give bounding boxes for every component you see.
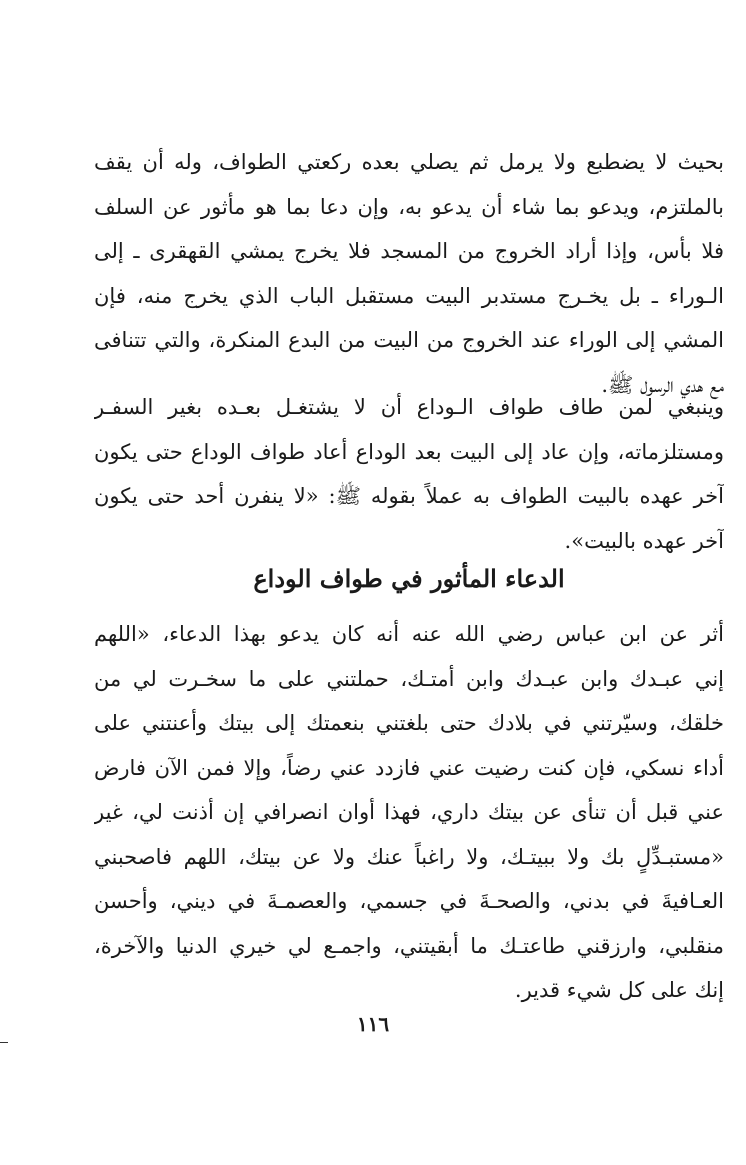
margin-tick xyxy=(0,1042,8,1043)
text-line: بحيث لا يضطبع ولا يرمل ثم يصلي بعده ركعتي الطواف، وله أن يقف xyxy=(94,150,724,174)
text-line: مع هدي الرسول ﷺ. xyxy=(601,372,724,397)
text-line: ومستلزماته، وإن عاد إلى البيت بعد الوداع أعاد طواف الوداع حتى يكون xyxy=(94,439,724,464)
text-line: أثر عن ابن عباس رضي الله عنه أنه كان يدعو بهذا الدعاء، «اللهم xyxy=(94,622,724,646)
text-line: العـافيةَ في بدني، والصحـةَ في جسمي، والعصمـةَ في ديني، وأحسن xyxy=(94,889,724,913)
text-line: أداء نسكي، فإن كنت رضيت عني فازدد عني رضاً، وإلا فمن الآن فارض xyxy=(94,755,724,780)
text-line: الـوراء ـ بل يخـرج مستدبر البيت مستقبل الباب الذي يخرج منه، فإن xyxy=(94,283,724,308)
text-line: عني قبل أن تنأى عن بيتك داري، فهذا أوان انصرافي إن أذنت لي، غير xyxy=(94,800,724,824)
section-heading: الدعاء المأثور في طواف الوداع xyxy=(253,564,565,593)
page-number: ١١٦ xyxy=(356,1012,390,1036)
paragraph-after-farewell-tawaf xyxy=(94,385,724,563)
text-line: آخر عهده بالبيت». xyxy=(564,528,724,553)
paragraph-farewell-supplication xyxy=(94,612,724,1013)
text-line: وينبغي لمن طاف طواف الـوداع أن لا يشتغـل بعـده بغير السفـر xyxy=(94,395,724,419)
text-line: فلا بأس، وإذا أراد الخروج من المسجد فلا يخرج يمشي القهقرى ـ إلى xyxy=(94,239,724,263)
text-line: آخر عهده بالبيت الطواف به عملاً بقوله ﷺ: «لا ينفرن أحد حتى يكون xyxy=(94,484,724,508)
text-line: إنك على كل شيء قدير. xyxy=(514,978,724,1002)
text-line: خلقك، وسيّرتني في بلادك حتى بلغتني بنعمتك إلى بيتك وأعنتني على xyxy=(94,711,724,735)
paragraph-farewell-tawaf-conduct xyxy=(94,140,724,407)
text-line: المشي إلى الوراء عند الخروج من البيت من البدع المنكرة، والتي تتنافى xyxy=(94,328,724,352)
text-line: بالملتزم، ويدعو بما شاء أن يدعو به، وإن دعا بما هو مأثور عن السلف xyxy=(94,194,724,219)
text-line: «مستبـدِّلٍ بك ولا ببيتـك، ولا راغباً عنك ولا عن بيتك، اللهم فاصحبني xyxy=(94,844,724,869)
text-line: منقلبي، وارزقني طاعتـك ما أبقيتني، واجمـع لي خيري الدنيا والآخرة، xyxy=(94,933,724,958)
text-line: إني عبـدك وابن عبـدك وابن أمتـك، حملتني على ما سخـرت لي من xyxy=(94,666,724,691)
